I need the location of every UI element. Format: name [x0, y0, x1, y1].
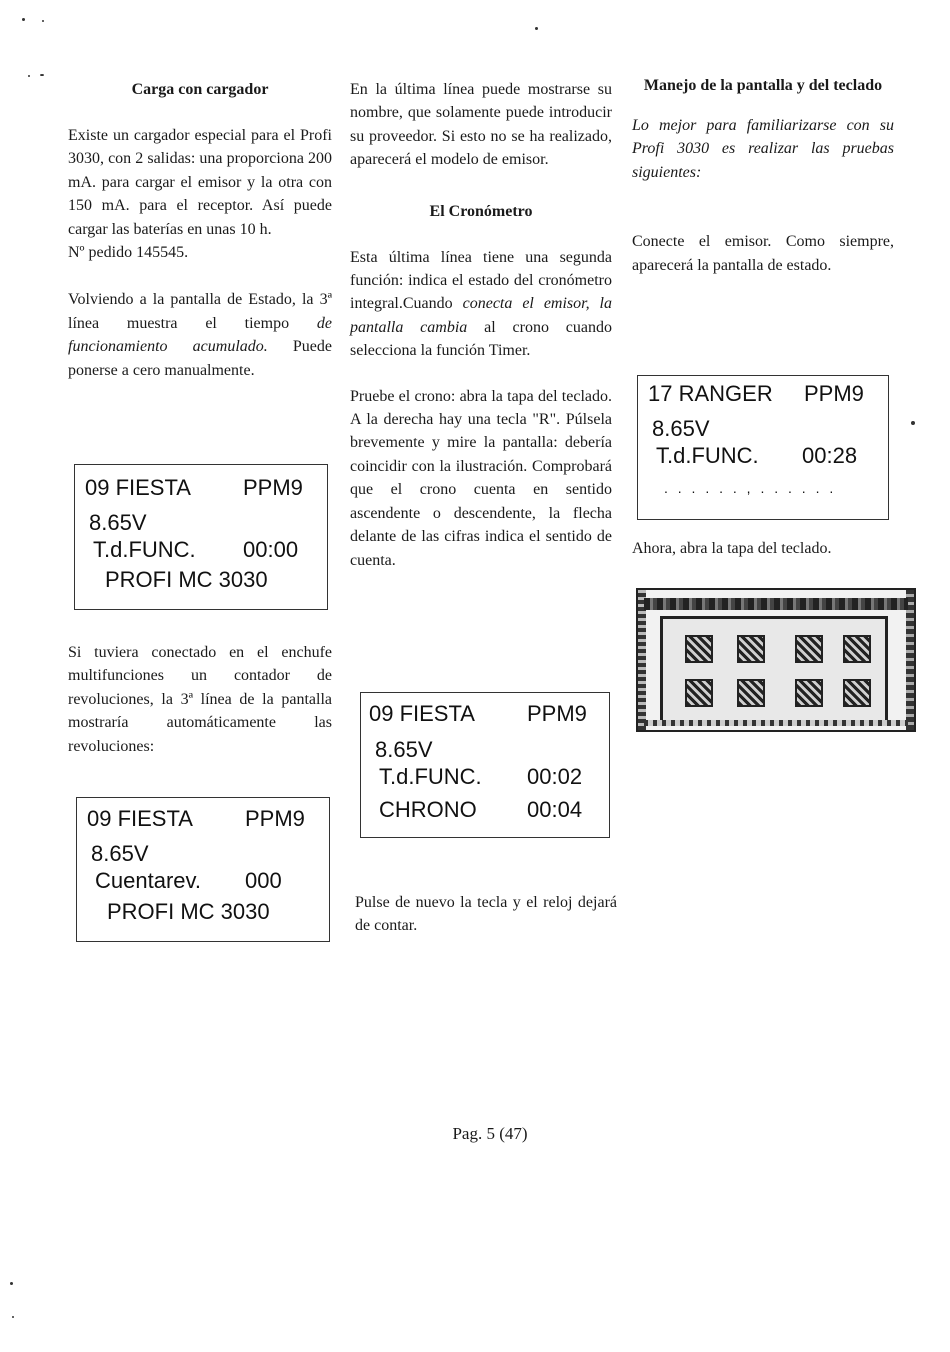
- lcd-dotted-line: . . . . . . , . . . . . .: [664, 480, 837, 496]
- lcd-transmitter-model: PROFI MC 3030: [107, 899, 270, 924]
- lcd-rev-value: 000: [245, 868, 282, 893]
- scan-speck: [40, 74, 44, 76]
- heading-carga: Carga con cargador: [131, 81, 269, 98]
- lcd-func-time: 00:00: [243, 537, 299, 562]
- column-middle: [350, 70, 612, 572]
- lcd-model-name: 17 RANGER: [648, 381, 773, 406]
- lcd-chrono-screen: [360, 692, 610, 838]
- paragraph-pulse-de-nuevo: Pulse de nuevo la tecla y el reloj dejará de contar.: [355, 894, 617, 935]
- keypad-key: [843, 635, 871, 663]
- lcd-model-name: 09 FIESTA: [85, 475, 191, 500]
- keypad-edge-right: [906, 590, 914, 730]
- lcd-chrono-time: 00:04: [527, 797, 583, 822]
- text-crono-italic: conecta el emisor, la pantalla cambia: [350, 295, 613, 336]
- lcd-modulation: PPM9: [527, 701, 587, 726]
- lcd-status-screen: [74, 464, 328, 610]
- keypad-key: [685, 679, 713, 707]
- paragraph-revoluciones: Si tuviera conectado en el enchufe multifunciones un contador de revoluciones, la 3ª línea de la pantalla mostraría automáticamente las revoluciones:: [68, 644, 332, 755]
- lcd-func-label: T.d.FUNC.: [379, 764, 482, 789]
- lcd-model-name: 09 FIESTA: [87, 806, 193, 831]
- keypad-key: [737, 679, 765, 707]
- lcd-model-name: 09 FIESTA: [369, 701, 475, 726]
- scan-speck: [42, 20, 44, 22]
- scan-speck: [535, 27, 538, 30]
- lcd-voltage: 8.65V: [375, 737, 433, 762]
- text-estado-italic: de funcionamiento acumulado.: [68, 314, 332, 356]
- lcd-voltage: 8.65V: [89, 510, 147, 535]
- paragraph-conecte: Conecte el emisor. Como siempre, aparecerá la pantalla de estado.: [632, 233, 894, 274]
- heading-manejo: Manejo de la pantalla y del teclado: [643, 77, 883, 94]
- paragraph-pruebe-crono: Pruebe el crono: abra la tapa del teclado. A la derecha hay una tecla "R". Púlsela brevemente y mire la pantalla: debería coincidir con la ilustración. Comprobará que el crono cuenta en sentido ascendente o descendente, la flecha delante de las cifras indica el sentido de cuenta.: [350, 387, 612, 569]
- text-crono-end: al crono cuando selecciona la función Timer.: [350, 318, 612, 360]
- lcd-func-time: 00:28: [802, 443, 858, 468]
- text-crono-start: Esta última línea tiene una segunda función: indica el estado del cronómetro integral.Cuando: [350, 248, 612, 313]
- keypad-edge-left: [638, 590, 646, 730]
- paragraph-order-number: Nº pedido 145545.: [68, 244, 189, 262]
- paragraph-intro: Lo mejor para familiarizarse con su Profi 3030 es realizar las pruebas siguientes:: [632, 117, 894, 181]
- lcd-ranger-screen: [637, 375, 889, 520]
- lcd-modulation: PPM9: [243, 475, 303, 500]
- lcd-modulation: PPM9: [245, 806, 305, 831]
- keypad-key: [843, 679, 871, 707]
- scan-speck: [911, 421, 915, 425]
- page-number: Pag. 5 (47): [452, 1124, 528, 1143]
- column-left: [68, 70, 332, 382]
- paragraph-nombre: En la última línea puede mostrarse su nombre, que solamente puede introducir su proveedor. Si esto no se ha realizado, aparecerá el modelo de emisor.: [350, 81, 612, 169]
- heading-cronometro: El Cronómetro: [429, 202, 533, 220]
- keypad-panel: [660, 616, 888, 724]
- text-estado-start: Volviendo a la pantalla de Estado, la 3ª línea muestra el tiempo: [68, 291, 332, 332]
- keypad-key: [795, 635, 823, 663]
- keypad-top-band: [644, 598, 908, 610]
- scan-speck: [12, 1316, 14, 1318]
- lcd-func-label: T.d.FUNC.: [656, 443, 759, 468]
- keypad-key: [795, 679, 823, 707]
- keypad-bottom-band: [644, 720, 908, 726]
- lcd-voltage: 8.65V: [652, 416, 710, 441]
- column-right: [632, 70, 894, 277]
- scan-speck: [28, 75, 30, 77]
- paragraph-estado: [68, 288, 332, 382]
- keypad-photo: [636, 588, 916, 732]
- scan-speck: [10, 1282, 13, 1285]
- lcd-modulation: PPM9: [804, 381, 864, 406]
- lcd-transmitter-model: PROFI MC 3030: [105, 567, 268, 592]
- lcd-rev-counter-screen: [76, 797, 330, 942]
- scan-speck: [22, 18, 25, 21]
- paragraph-ahora: Ahora, abra la tapa del teclado.: [632, 540, 832, 557]
- paragraph-cargador: Existe un cargador especial para el Profi 3030, con 2 salidas: una proporciona 200 mA. para cargar el emisor y la otra con 150 mA. para el receptor. Así puede cargar las baterías en unas 10 h.: [68, 127, 332, 238]
- lcd-chrono-label: CHRONO: [379, 797, 477, 822]
- lcd-voltage: 8.65V: [91, 841, 149, 866]
- keypad-key: [685, 635, 713, 663]
- lcd-rev-label: Cuentarev.: [95, 868, 201, 893]
- lcd-func-label: T.d.FUNC.: [93, 537, 196, 562]
- paragraph-cronometro: [350, 246, 612, 363]
- text-estado-end: Puede ponerse a cero manualmente.: [68, 338, 332, 379]
- keypad-key: [737, 635, 765, 663]
- lcd-func-time: 00:02: [527, 764, 583, 789]
